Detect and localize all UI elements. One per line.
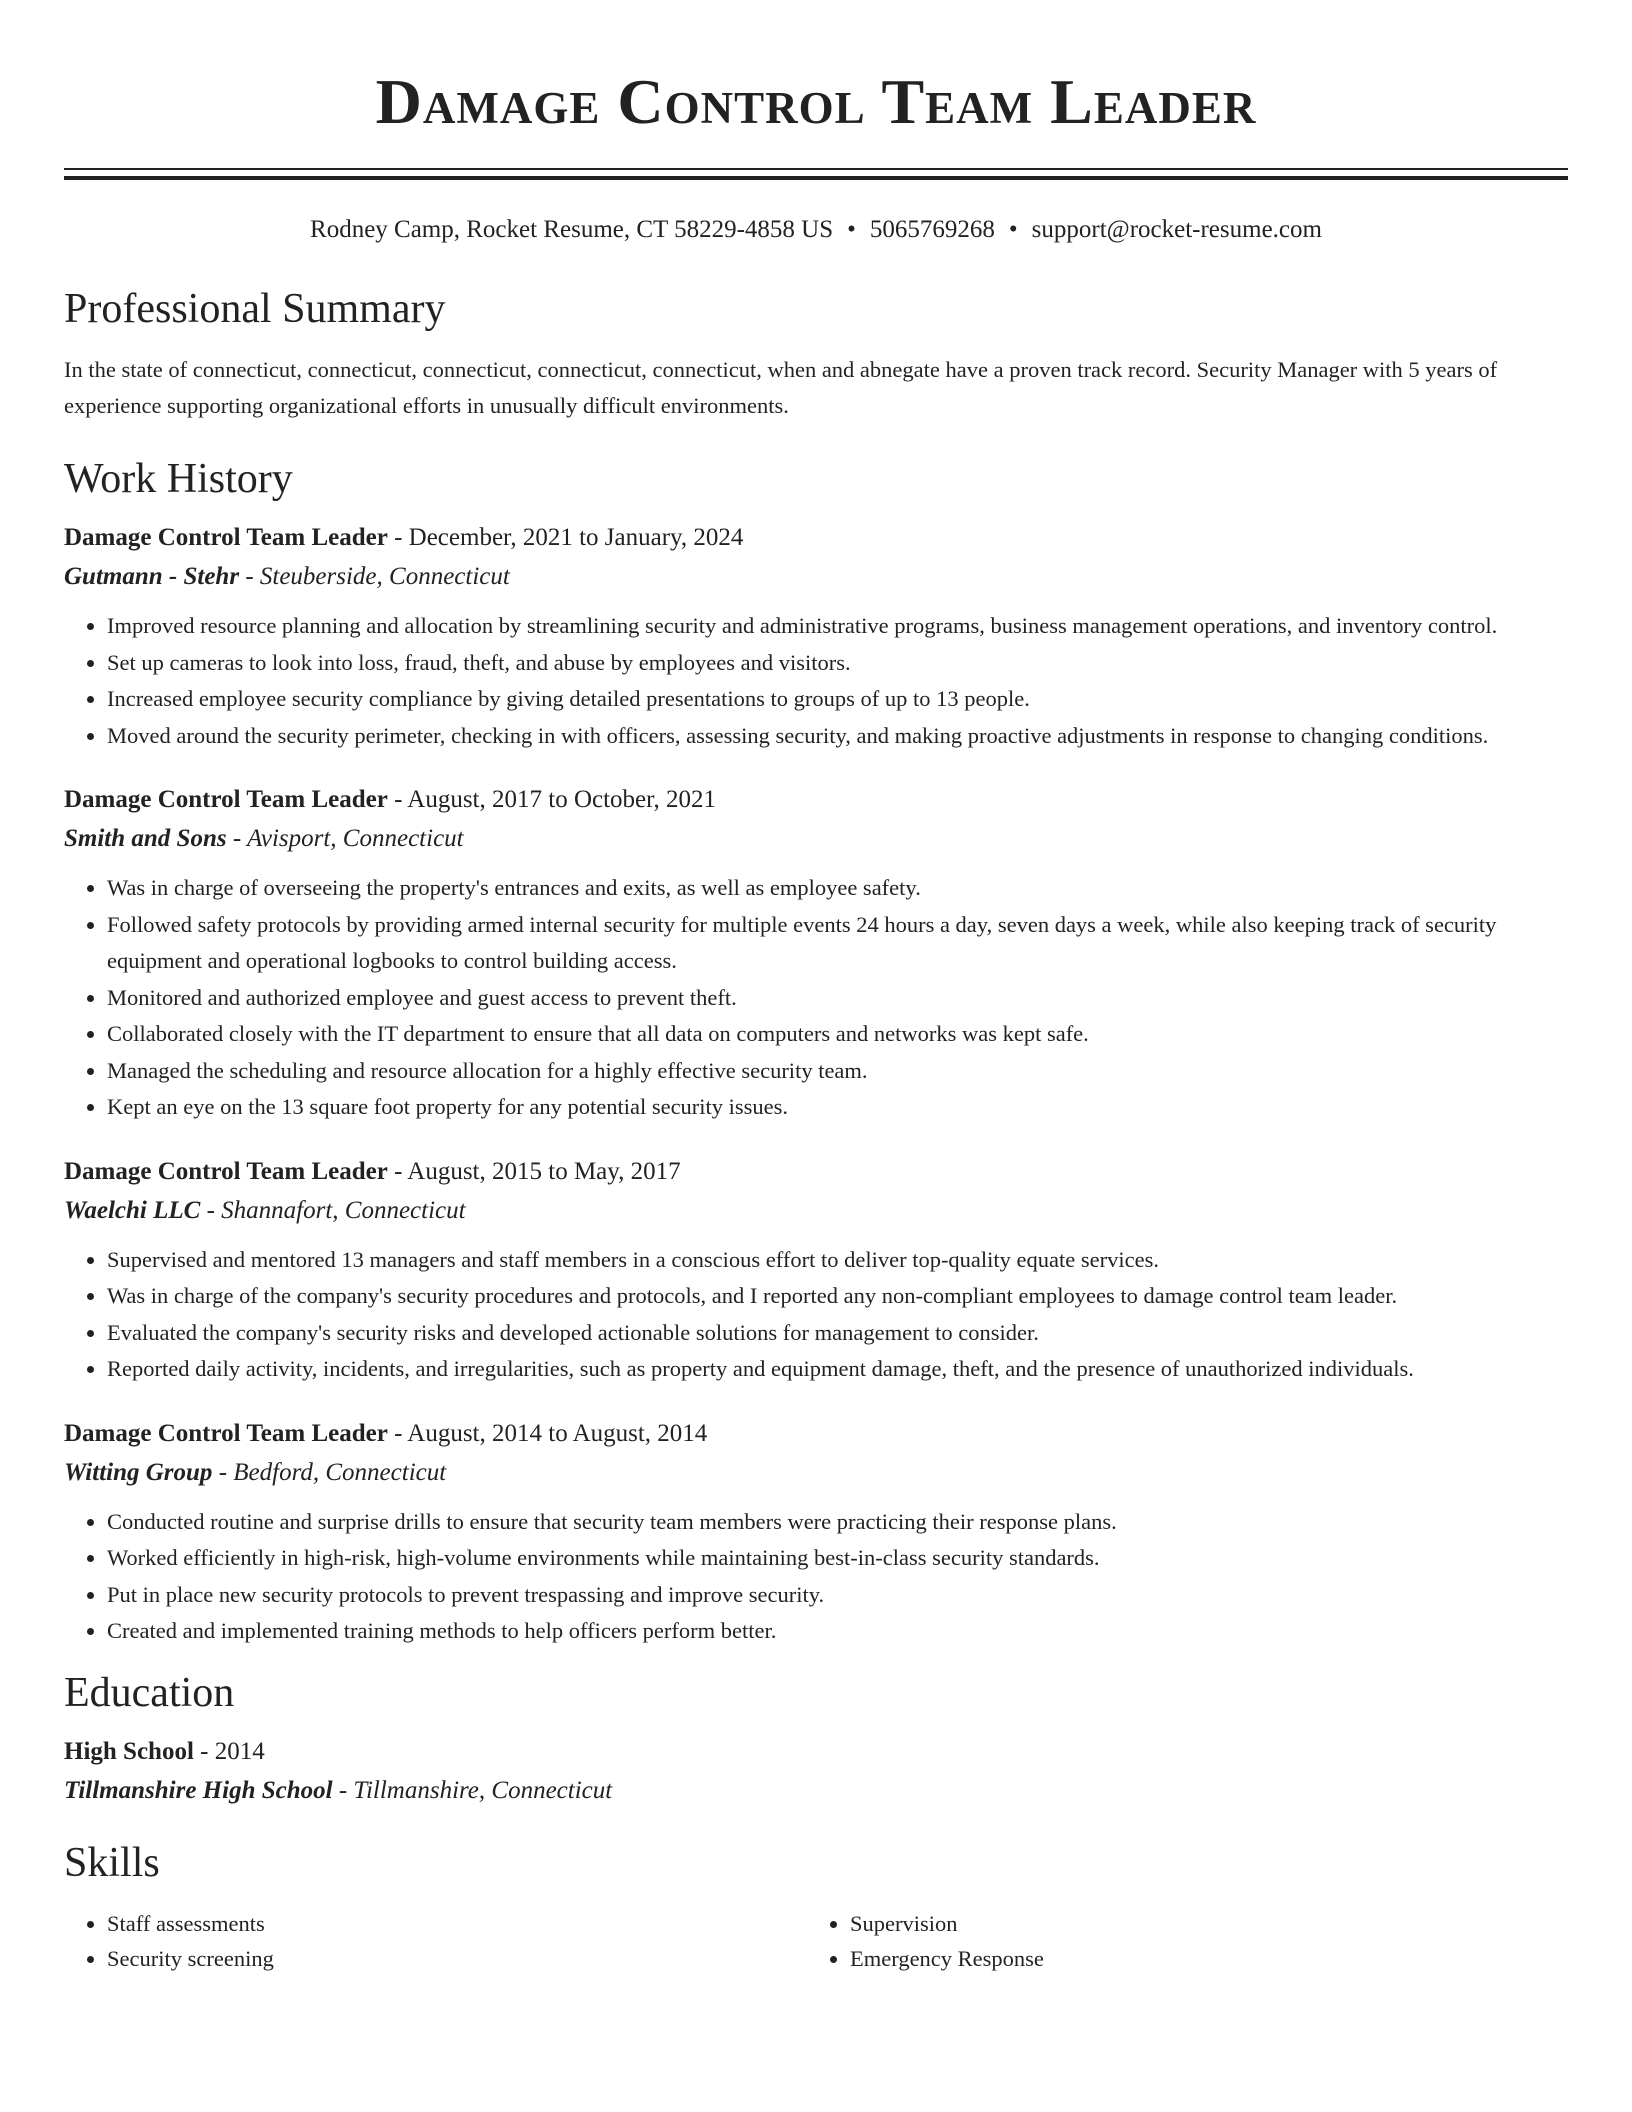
education-year: - 2014 [193,1737,265,1765]
job-entry [64,780,1568,1126]
skill-item: • Staff assessments [107,1906,807,1941]
job-title-line [64,518,1568,558]
contact-address: Rodney Camp, Rocket Resume, CT 58229-4858 US [310,216,834,243]
job-company: Gutmann - Stehr [64,563,240,590]
job-title: Damage Control Team Leader [64,1157,388,1185]
section-heading-summary: Professional Summary [64,286,446,332]
job-bullet: • Evaluated the company's security risks and developed actionable solutions for management to consider. [107,1315,1568,1352]
skill-item: • Emergency Response [850,1941,1550,1976]
education-degree-line [64,1732,1568,1772]
job-company: Smith and Sons [64,825,227,852]
job-bullet: • Was in charge of overseeing the property's entrances and exits, as well as employee safety. [107,870,1568,907]
job-company-line [64,558,1568,596]
section-heading-skills: Skills [64,1839,160,1886]
job-dates: - December, 2021 to January, 2024 [387,524,744,551]
job-bullet: • Worked efficiently in high-risk, high-volume environments while maintaining best-in-class security standards. [107,1540,1568,1577]
skills-right-column [807,1906,1550,1976]
resume-name: Damage Control Team Leader [375,66,1257,137]
job-entry [64,518,1568,754]
job-bullet: • Moved around the security perimeter, checking in with officers, assessing security, and making proactive adjustments in response to changing conditions. [107,718,1568,755]
job-bullet: • Increased employee security compliance by giving detailed presentations to groups of up to 13 people. [107,681,1568,718]
contact-phone: 5065769268 [869,216,995,243]
job-bullets [64,608,1568,754]
job-bullet: • Managed the scheduling and resource allocation for a highly effective security team. [107,1053,1568,1090]
job-location: - Avisport, Connecticut [226,825,464,852]
header-rule-thin [64,168,1568,170]
education-entry [64,1732,1568,1810]
job-bullet: • Collaborated closely with the IT department to ensure that all data on computers and networks was kept safe. [107,1016,1568,1053]
contact-line [64,214,1568,246]
education-school: Tillmanshire High School [64,1776,333,1804]
job-bullet: • Put in place new security protocols to prevent trespassing and improve security. [107,1577,1568,1614]
job-location: - Bedford, Connecticut [212,1458,447,1486]
skill-item: • Supervision [850,1906,1550,1941]
job-location: - Steuberside, Connecticut [239,563,510,590]
job-entry [64,1414,1568,1650]
job-title: Damage Control Team Leader [64,1419,388,1447]
job-bullet: • Monitored and authorized employee and guest access to prevent theft. [107,980,1568,1017]
resume-page [64,0,1568,1976]
job-company-line [64,1192,1568,1230]
job-title: Damage Control Team Leader [64,786,388,813]
job-title: Damage Control Team Leader [64,524,388,551]
education-location: - Tillmanshire, Connecticut [332,1776,613,1804]
contact-separator: • [847,216,856,243]
job-dates: - August, 2015 to May, 2017 [387,1157,681,1185]
contact-email: support@rocket-resume.com [1031,216,1322,243]
job-bullet: • Improved resource planning and allocation by streamlining security and administrative programs, business management operations, and inventory control. [107,608,1568,645]
job-bullets [64,1504,1568,1650]
job-company-line [64,820,1568,858]
section-heading-work-history: Work History [64,456,293,502]
job-bullet: • Conducted routine and surprise drills to ensure that security team members were practicing their response plans. [107,1504,1568,1541]
job-bullet: • Created and implemented training methods to help officers perform better. [107,1613,1568,1650]
skill-item: • Security screening [107,1941,807,1976]
job-bullet: • Was in charge of the company's security procedures and protocols, and I reported any non-compliant employees to damage control team leader. [107,1278,1568,1315]
job-title-line [64,1414,1568,1454]
job-bullet: • Followed safety protocols by providing armed internal security for multiple events 24 hours a day, seven days a week, while also keeping track of security equipment and operational logbooks to control building access. [107,907,1568,980]
job-title-line [64,1152,1568,1192]
contact-separator: • [1008,216,1018,243]
header-rule-thick [64,176,1568,180]
summary-text: In the state of connecticut, connecticut, connecticut, connecticut, connecticut, when and abnegate have a proven track record. Security Manager with 5 years of experience supporting organizational efforts in unusually difficult environments. [64,357,1498,418]
job-bullet: • Supervised and mentored 13 managers and staff members in a conscious effort to deliver top-quality equate services. [107,1242,1568,1279]
job-bullet: • Reported daily activity, incidents, and irregularities, such as property and equipment damage, theft, and the presence of unauthorized individuals. [107,1351,1568,1388]
job-bullets [64,870,1568,1126]
job-bullet: • Set up cameras to look into loss, fraud, theft, and abuse by employees and visitors. [107,645,1568,682]
job-bullets [64,1242,1568,1388]
job-bullet: • Kept an eye on the 13 square foot property for any potential security issues. [107,1089,1568,1126]
skills-columns [64,1906,1568,1976]
education-school-line [64,1772,1568,1810]
education-degree: High School [64,1737,194,1765]
job-dates: - August, 2014 to August, 2014 [387,1419,708,1447]
job-company: Waelchi LLC [64,1196,201,1224]
job-title-line [64,780,1568,820]
job-company: Witting Group [64,1458,213,1486]
job-company-line [64,1454,1568,1492]
job-entry [64,1152,1568,1388]
section-heading-education: Education [64,1669,235,1716]
job-location: - Shannafort, Connecticut [200,1196,466,1224]
job-dates: - August, 2017 to October, 2021 [387,786,716,813]
skills-left-column [64,1906,807,1976]
